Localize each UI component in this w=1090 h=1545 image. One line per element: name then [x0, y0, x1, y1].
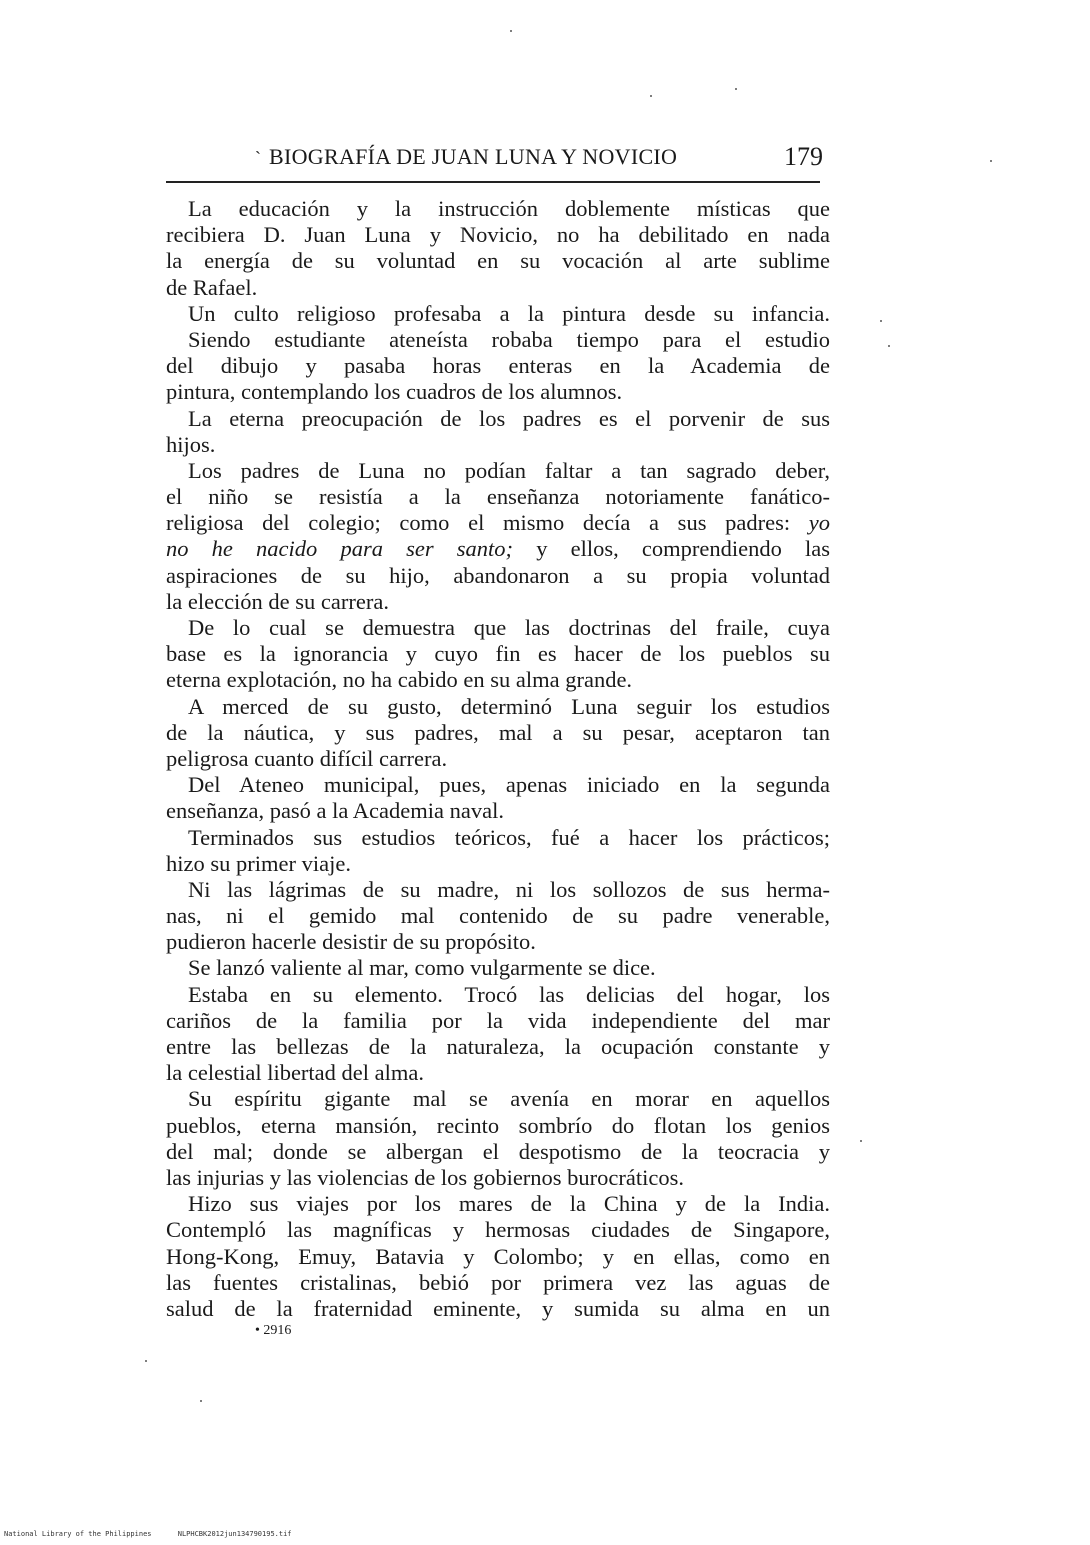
- text-line: [166, 196, 830, 222]
- text-segment: y ellos, comprendiendo las: [513, 536, 830, 562]
- scan-speck: [735, 88, 737, 90]
- text-segment: enseñanza, pasó a la Academia naval.: [166, 798, 504, 824]
- text-line: [166, 1034, 830, 1060]
- text-segment: religiosa del colegio; como el mismo decía a sus padres:: [166, 510, 809, 536]
- page-number: 179: [784, 142, 823, 171]
- text-line: [166, 825, 830, 851]
- text-segment: La eterna preocupación de los padres es el porvenir de sus: [188, 405, 830, 431]
- text-segment: Hizo sus viajes por los mares de la China y de la India.: [188, 1191, 830, 1217]
- text-line: [166, 798, 830, 824]
- text-line: [166, 1060, 830, 1086]
- text-segment: hijos.: [166, 431, 216, 457]
- text-segment: pintura, contemplando los cuadros de los alumnos.: [166, 379, 623, 405]
- text-line: [166, 222, 830, 248]
- text-segment: las injurias y las violencias de los gobiernos burocráticos.: [166, 1164, 685, 1190]
- scan-speck: [510, 30, 512, 32]
- text-segment: Hong-Kong, Emuy, Batavia y Colombo; y en ellas, como en: [166, 1243, 830, 1269]
- text-line: [166, 589, 830, 615]
- footer-library: National Library of the Philippines: [4, 1530, 152, 1538]
- text-line: [166, 1270, 830, 1296]
- text-segment: entre las bellezas de la naturaleza, la ocupación constante y: [166, 1034, 830, 1059]
- text-segment: Los padres de Luna no podían faltar a tan sagrado deber,: [188, 457, 830, 483]
- text-segment: recibiera D. Juan Luna y Novicio, no ha debilitado en nada: [166, 222, 830, 248]
- text-segment: base es la ignorancia y cuyo fin es hacer de los pueblos su: [166, 641, 830, 667]
- text-line: [166, 275, 830, 301]
- text-line: [166, 1296, 830, 1322]
- text-line: [166, 379, 830, 405]
- text-line: [166, 746, 830, 772]
- text-line: [166, 406, 830, 432]
- text-line: [166, 851, 830, 877]
- text-segment: Ni las lágrimas de su madre, ni los sollozos de sus herma-: [188, 876, 830, 902]
- text-line: [166, 929, 830, 955]
- text-line: [166, 615, 830, 641]
- text-segment: de Rafael.: [166, 274, 258, 300]
- header-rule: [166, 181, 820, 183]
- text-segment: eterna explotación, no ha cabido en su alma grande.: [166, 667, 633, 693]
- footer-filename: NLPHCBK2012jun134790195.tif: [177, 1530, 292, 1538]
- text-line: [166, 877, 830, 903]
- text-line: [166, 458, 830, 484]
- scan-speck: [888, 345, 890, 347]
- text-segment: Su espíritu gigante mal se avenía en morar en aquellos: [188, 1086, 830, 1112]
- text-segment: la energía de su voluntad en su vocación al arte sublime: [166, 248, 830, 274]
- italic-text: no he nacido para ser santo;: [166, 536, 514, 562]
- scan-speck: [650, 95, 652, 97]
- text-line: [166, 536, 830, 562]
- text-segment: pudieron hacerle desistir de su propósito.: [166, 929, 536, 955]
- text-segment: Del Ateneo municipal, pues, apenas iniciado en la segunda: [188, 772, 830, 798]
- body-text: [166, 196, 830, 1322]
- scan-footer: [4, 1530, 314, 1538]
- text-line: [166, 1008, 830, 1034]
- text-segment: A merced de su gusto, determinó Luna seguir los estudios: [188, 693, 830, 719]
- text-segment: del dibujo y pasaba horas enteras en la Academia de: [166, 353, 830, 379]
- signature-mark: • 2916: [255, 1323, 292, 1338]
- text-line: [166, 1217, 830, 1243]
- text-line: [166, 432, 830, 458]
- text-line: [166, 1113, 830, 1139]
- text-line: [166, 955, 830, 981]
- text-segment: el niño se resistía a la enseñanza notoriamente fanático-: [166, 484, 830, 510]
- italic-text: yo: [808, 510, 830, 536]
- text-segment: La educación y la instrucción doblemente místicas que: [188, 196, 830, 221]
- text-segment: Estaba en su elemento. Trocó las delicias del hogar, los: [188, 981, 830, 1007]
- text-segment: salud de la fraternidad eminente, y sumida su alma en un: [166, 1295, 830, 1321]
- text-line: [166, 484, 830, 510]
- text-line: [166, 982, 830, 1008]
- text-line: [166, 641, 830, 667]
- text-segment: cariños de la familia por la vida independiente del mar: [166, 1007, 830, 1033]
- running-head: BIOGRAFÍA DE JUAN LUNA Y NOVICIO: [269, 144, 678, 169]
- text-segment: Un culto religioso profesaba a la pintura desde su infancia.: [188, 300, 830, 326]
- text-line: [166, 353, 830, 379]
- page-header: ˋ BIOGRAFÍA DE JUAN LUNA Y NOVICIO 179: [255, 142, 823, 171]
- text-line: [166, 301, 830, 327]
- text-line: [166, 772, 830, 798]
- text-segment: hizo su primer viaje.: [166, 850, 351, 876]
- text-segment: de la náutica, y sus padres, mal a su pesar, aceptaron tan: [166, 719, 830, 745]
- scan-speck: [860, 1140, 862, 1142]
- text-line: [166, 563, 830, 589]
- text-segment: las fuentes cristalinas, bebió por primera vez las aguas de: [166, 1269, 830, 1295]
- text-segment: la celestial libertad del alma.: [166, 1060, 425, 1086]
- text-segment: pueblos, eterna mansión, recinto sombrío do flotan los genios: [166, 1112, 830, 1138]
- text-line: [166, 327, 830, 353]
- text-segment: Terminados sus estudios teóricos, fué a hacer los prácticos;: [188, 824, 830, 850]
- text-line: [166, 1191, 830, 1217]
- text-segment: De lo cual se demuestra que las doctrinas del fraile, cuya: [188, 615, 830, 640]
- text-segment: aspiraciones de su hijo, abandonaron a su propia voluntad: [166, 562, 830, 588]
- text-segment: peligrosa cuanto difícil carrera.: [166, 745, 448, 771]
- text-line: [166, 1086, 830, 1112]
- text-line: [166, 694, 830, 720]
- text-segment: Siendo estudiante ateneísta robaba tiempo para el estudio: [188, 326, 830, 352]
- scan-speck: [990, 160, 992, 162]
- text-segment: del mal; donde se albergan el despotismo de la teocracia y: [166, 1138, 830, 1164]
- text-line: [166, 1139, 830, 1165]
- text-line: [166, 720, 830, 746]
- text-line: [166, 248, 830, 274]
- text-line: [166, 1244, 830, 1270]
- scan-speck: [200, 1400, 202, 1402]
- text-segment: Contempló las magníficas y hermosas ciudades de Singapore,: [166, 1217, 830, 1243]
- text-line: [166, 1165, 830, 1191]
- text-segment: nas, ni el gemido mal contenido de su padre venerable,: [166, 903, 830, 929]
- text-line: [166, 903, 830, 929]
- text-segment: la elección de su carrera.: [166, 588, 389, 614]
- text-line: [166, 667, 830, 693]
- scan-speck: [145, 1360, 147, 1362]
- text-segment: Se lanzó valiente al mar, como vulgarmente se dice.: [188, 955, 656, 981]
- scan-speck: [880, 320, 882, 322]
- text-line: [166, 510, 830, 536]
